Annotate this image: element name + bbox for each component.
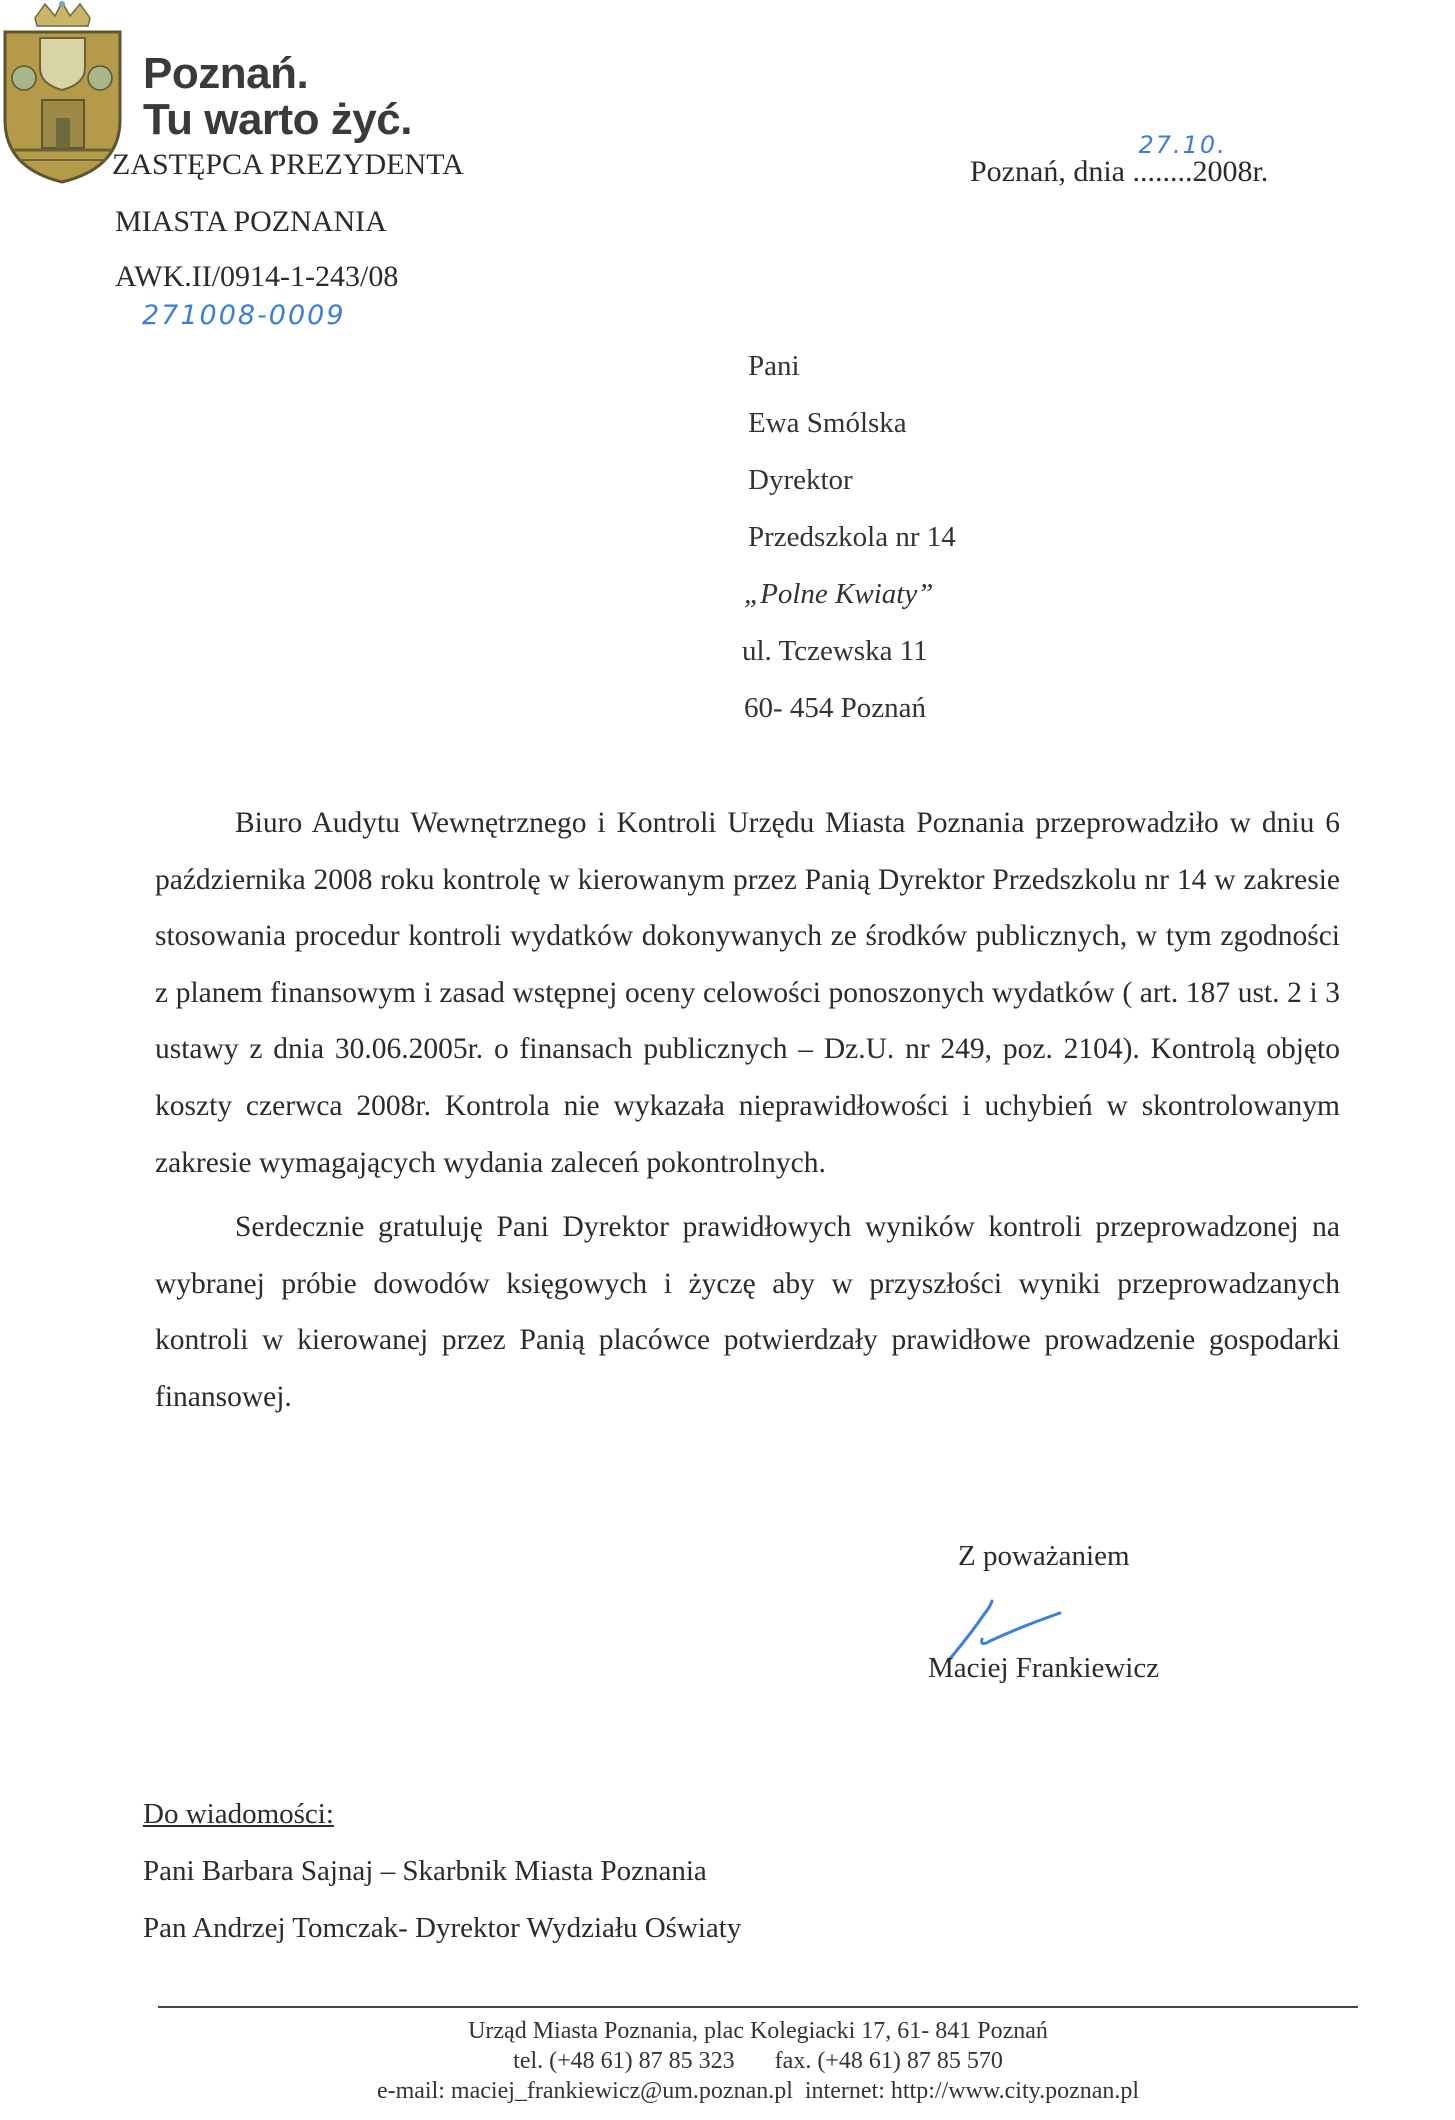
footer-address: Urząd Miasta Poznania, plac Kolegiacki 17, 61- 841 Poznań bbox=[468, 2018, 1048, 2044]
sender-title-line2: MIASTA POZNANIA bbox=[115, 205, 387, 238]
crown-icon bbox=[35, 1, 90, 26]
recipient-line: Dyrektor bbox=[748, 464, 853, 496]
logo-slogan-line2: Tu warto żyć. bbox=[143, 95, 412, 144]
recipient-line: Przedszkola nr 14 bbox=[748, 521, 956, 553]
closing-salutation: Z poważaniem bbox=[958, 1540, 1130, 1572]
recipient-line: Pani bbox=[748, 350, 800, 382]
recipient-line: „Polne Kwiaty” bbox=[744, 578, 934, 610]
recipient-line: ul. Tczewska 11 bbox=[742, 635, 928, 667]
recipient-address bbox=[742, 338, 956, 737]
footer-fax: fax. (+48 61) 87 85 570 bbox=[774, 2048, 1003, 2074]
handwritten-date: 27.10. bbox=[1138, 131, 1227, 159]
date-line bbox=[970, 131, 1269, 189]
letter-body bbox=[155, 795, 1340, 1426]
footer-contact-line bbox=[158, 2076, 1358, 2106]
cc-item: Pan Andrzej Tomczak- Dyrektor Wydziału Oświaty bbox=[143, 1912, 742, 1944]
footer bbox=[158, 2016, 1358, 2106]
recipient-line: 60- 454 Poznań bbox=[744, 692, 927, 724]
footer-email: e-mail: maciej_frankiewicz@um.poznan.pl bbox=[376, 2078, 793, 2104]
signatory-name: Maciej Frankiewicz bbox=[928, 1652, 1160, 1684]
body-paragraph: Biuro Audytu Wewnętrznego i Kontroli Urzędu Miasta Poznania przeprowadziło w dniu 6 października 2008 roku kontrolę w kierowanym przez Panią Dyrektor Przedszkolu nr 14 w zakresie stosowania procedur kontroli wydatków dokonywanych ze środków publicznych, w tym zgodności z planem finansowym i zasad wstępnej oceny celowości ponoszonych wydatków ( art. 187 ust. 2 i 3 ustawy z dnia 30.06.2005r. o finansach publicznych – Dz.U. nr 249, poz. 2104). Kontrolą objęto koszty czerwca 2008r. Kontrola nie wykazała nieprawidłowości i uchybień w skontrolowanym zakresie wymagających wydania zaleceń pokontrolnych. bbox=[155, 807, 1340, 1179]
footer-phone-line bbox=[158, 2046, 1358, 2076]
date-year: 2008r. bbox=[1192, 155, 1269, 188]
cc-title: Do wiadomości: bbox=[143, 1798, 334, 1830]
date-prefix: Poznań, dnia bbox=[970, 155, 1125, 188]
recipient-name: Ewa Smólska bbox=[748, 407, 907, 439]
handwritten-register-number: 271008-0009 bbox=[142, 300, 346, 331]
footer-website: internet: http://www.city.poznan.pl bbox=[804, 2078, 1140, 2104]
date-dots: ........ bbox=[1132, 155, 1193, 188]
footer-tel: tel. (+48 61) 87 85 323 bbox=[513, 2048, 735, 2074]
footer-divider bbox=[158, 2006, 1358, 2008]
city-crest-icon bbox=[0, 0, 125, 185]
body-paragraph: Serdecznie gratuluję Pani Dyrektor prawidłowych wyników kontroli przeprowadzonej na wybranej próbie dowodów księgowych i życzę aby w przyszłości wyniki przeprowadzanych kontroli w kierowanej przez Panią placówce potwierdzały prawidłowe prowadzenie gospodarki finansowej. bbox=[155, 1211, 1340, 1413]
cc-item: Pani Barbara Sajnaj – Skarbnik Miasta Poznania bbox=[143, 1855, 707, 1887]
reference-number: AWK.II/0914-1-243/08 bbox=[115, 260, 399, 293]
sender-title-line1: ZASTĘPCA PREZYDENTA bbox=[112, 148, 464, 181]
logo-slogan-line1: Poznań. bbox=[143, 49, 309, 98]
